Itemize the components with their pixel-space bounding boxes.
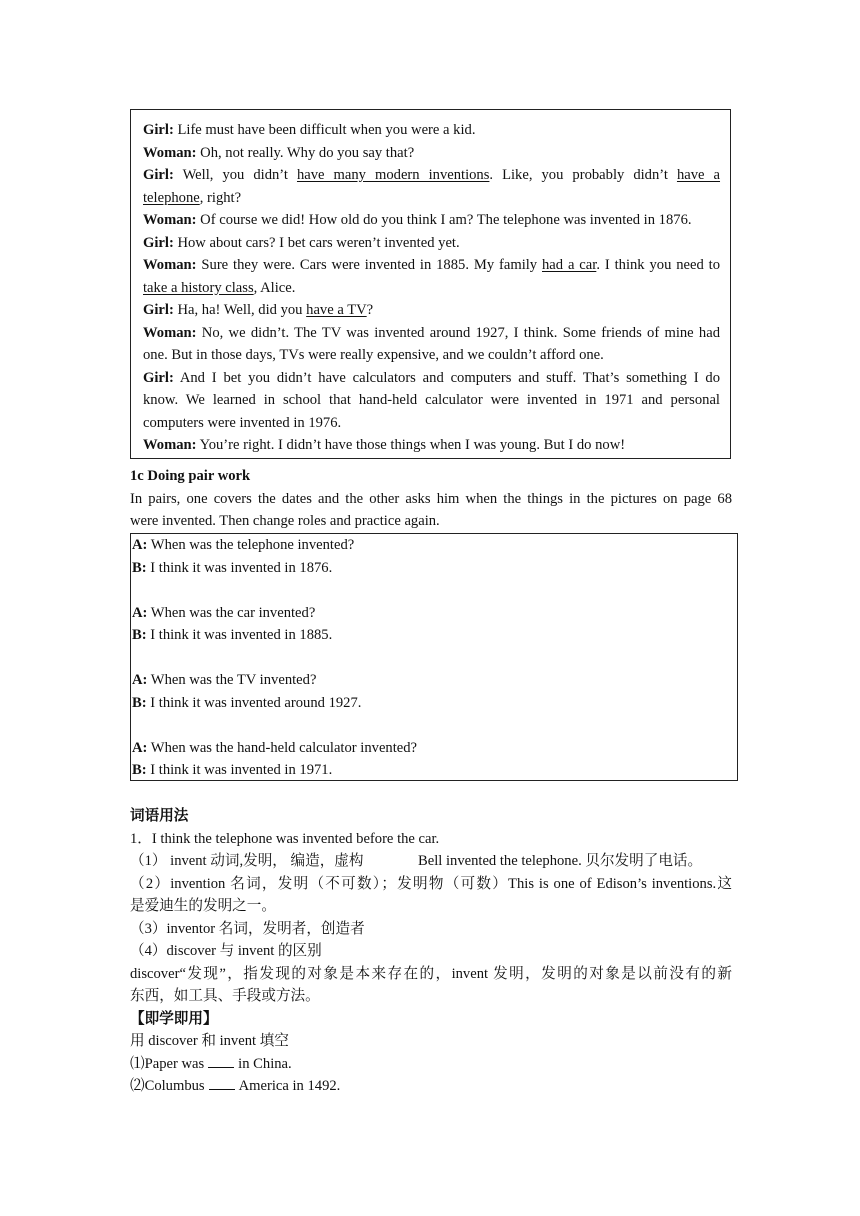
dialogue-text: . I think you need to: [596, 257, 721, 273]
usage-example: Bell invented the telephone. 贝尔发明了电话。: [418, 853, 703, 869]
dialogue-text: Sure they were. Cars were invented in 1885. My family: [201, 257, 538, 273]
usage-explain-line-2: 东西，如工具、手段或方法。: [130, 988, 320, 1004]
speaker-label: A:: [132, 739, 148, 756]
usage-sub-2-line-1: （2）invention 名词，发明（不可数）；发明物（可数）This is one of Edison’s inventions.这: [130, 875, 732, 892]
pair-work-box: [130, 533, 738, 781]
usage-explain-line-1: discover“发现”，指发现的对象是本来存在的，invent 发明，发明的对象是以前没有的新: [130, 965, 732, 982]
answer-text: I think it was invented in 1971.: [150, 762, 333, 778]
question-text: When was the TV invented?: [150, 672, 317, 688]
question-text: in China.: [238, 1055, 292, 1072]
dialogue-text: computers were invented in 1976.: [143, 414, 342, 431]
speaker-label: B:: [132, 627, 147, 643]
heading-text: 1c Doing pair work: [130, 468, 251, 484]
exchange-question: [132, 737, 731, 760]
underlined-phrase: have a: [676, 167, 721, 183]
dialogue-line-8: [143, 277, 720, 300]
speaker-label: Woman:: [143, 257, 197, 273]
dialogue-text: one. But in those days, TVs were really expensive, and we couldn’t afford one.: [143, 347, 604, 363]
dialogue-text: , right?: [199, 189, 242, 206]
speaker-label: Woman:: [143, 324, 197, 341]
usage-item-1: 1．I think the telephone was invented before the car.: [130, 830, 440, 847]
speaker-label: A:: [132, 604, 148, 621]
speaker-label: Girl:: [143, 369, 174, 386]
underlined-phrase: have many modern inventions: [296, 167, 490, 183]
dialogue-line-12: [143, 367, 720, 390]
dialogue-line-9: [143, 299, 720, 322]
exchange-answer: [132, 759, 731, 782]
answer-text: I think it was invented in 1885.: [150, 627, 333, 643]
practice-question-2: [130, 1075, 732, 1098]
dialogue-text: No, we didn’t. The TV was invented around 1927, I think. Some friends of mine had: [201, 324, 720, 341]
speaker-label: B:: [132, 559, 147, 576]
question-text: America in 1492.: [238, 1078, 341, 1094]
dialogue-line-10: [143, 322, 720, 345]
dialogue-line-1: [143, 119, 720, 142]
dialogue-text: Of course we did! How old do you think I am? The telephone was invented in 1876.: [200, 212, 692, 228]
dialogue-line-6: [143, 232, 720, 255]
dialogue-box: [130, 109, 731, 459]
underlined-phrase: take a history class: [143, 279, 254, 296]
usage-sub-2-line-2: 是爱迪生的发明之一。: [130, 898, 276, 914]
usage-sub-text: （1） invent 动词,发明， 编造，虚构: [130, 853, 364, 869]
speaker-label: Woman:: [143, 437, 197, 453]
dialogue-text: You’re right. I didn’t have those things when I was young. But I do now!: [199, 437, 626, 453]
dialogue-line-4: [143, 187, 720, 210]
exchange-question: [132, 602, 731, 625]
exchange-question: [132, 534, 731, 557]
usage-sub-3: （3）inventor 名词，发明者，创造者: [130, 920, 365, 937]
heading-text: 词语用法: [130, 807, 189, 824]
answer-blank[interactable]: [209, 1075, 235, 1090]
dialogue-text: Well, you didn’t: [182, 167, 288, 183]
dialogue-text: And I bet you didn’t have calculators and computers and stuff. That’s something I do: [179, 369, 721, 386]
answer-text: I think it was invented around 1927.: [150, 694, 362, 711]
speaker-label: A:: [132, 537, 148, 553]
dialogue-line-13: [143, 389, 720, 412]
dialogue-line-7: [143, 254, 720, 277]
speaker-label: Girl:: [143, 167, 174, 183]
dialogue-text: . Like, you probably didn’t: [489, 167, 668, 183]
dialogue-line-11: [143, 344, 720, 367]
question-text: ⑵Columbus: [130, 1078, 205, 1094]
exchange-question: [132, 669, 731, 692]
underlined-phrase: telephone: [143, 189, 200, 206]
dialogue-line-2: [143, 142, 720, 165]
usage-heading: [130, 805, 732, 828]
question-text: When was the telephone invented?: [150, 537, 355, 553]
dialogue-text: How about cars? I bet cars weren’t invented yet.: [177, 234, 460, 251]
dialogue-text: , Alice.: [253, 279, 296, 296]
usage-sub-4: （4）discover 与 invent 的区别: [130, 943, 322, 959]
answer-blank[interactable]: [208, 1053, 234, 1068]
speaker-label: Girl:: [143, 122, 174, 138]
question-text: When was the hand-held calculator invented?: [150, 739, 418, 756]
dialogue-text: know. We learned in school that hand-held calculator were invented in 1971 and personal: [143, 392, 720, 408]
exchange-answer: [132, 557, 731, 580]
dialogue-line-5: [143, 209, 720, 232]
underlined-phrase: had a car: [542, 257, 597, 273]
speaker-label: Woman:: [143, 212, 197, 228]
speaker-label: Woman:: [143, 144, 197, 161]
dialogue-text: Life must have been difficult when you were a kid.: [177, 122, 476, 138]
underlined-phrase: have a TV: [306, 302, 367, 318]
exchange-answer: [132, 692, 731, 715]
dialogue-line-14: [143, 412, 720, 435]
speaker-label: Girl:: [143, 234, 174, 251]
speaker-label: Girl:: [143, 302, 174, 318]
speaker-label: A:: [132, 672, 148, 688]
heading-text: 【即学即用】: [130, 1009, 218, 1027]
usage-sub-1: [130, 850, 732, 873]
question-text: When was the car invented?: [150, 604, 316, 621]
answer-text: I think it was invented in 1876.: [150, 559, 333, 576]
dialogue-text: ?: [366, 302, 374, 318]
dialogue-line-15: [143, 434, 720, 457]
speaker-label: B:: [132, 694, 147, 711]
speaker-label: B:: [132, 762, 147, 778]
dialogue-line-3: [143, 164, 720, 187]
practice-instruction: 用 discover 和 invent 填空: [130, 1033, 289, 1049]
practice-heading: [130, 1008, 732, 1031]
dialogue-text: Ha, ha! Well, did you: [177, 302, 303, 318]
pair-work-instruction-line-2: were invented. Then change roles and practice again.: [130, 513, 440, 529]
practice-question-1: [130, 1053, 732, 1076]
dialogue-text: Oh, not really. Why do you say that?: [200, 144, 415, 161]
pair-work-heading: [130, 465, 732, 488]
pair-work-instruction-line-1: In pairs, one covers the dates and the other asks him when the things in the pictures on page 68: [130, 490, 732, 507]
exchange-answer: [132, 624, 731, 647]
question-text: ⑴Paper was: [130, 1055, 205, 1072]
